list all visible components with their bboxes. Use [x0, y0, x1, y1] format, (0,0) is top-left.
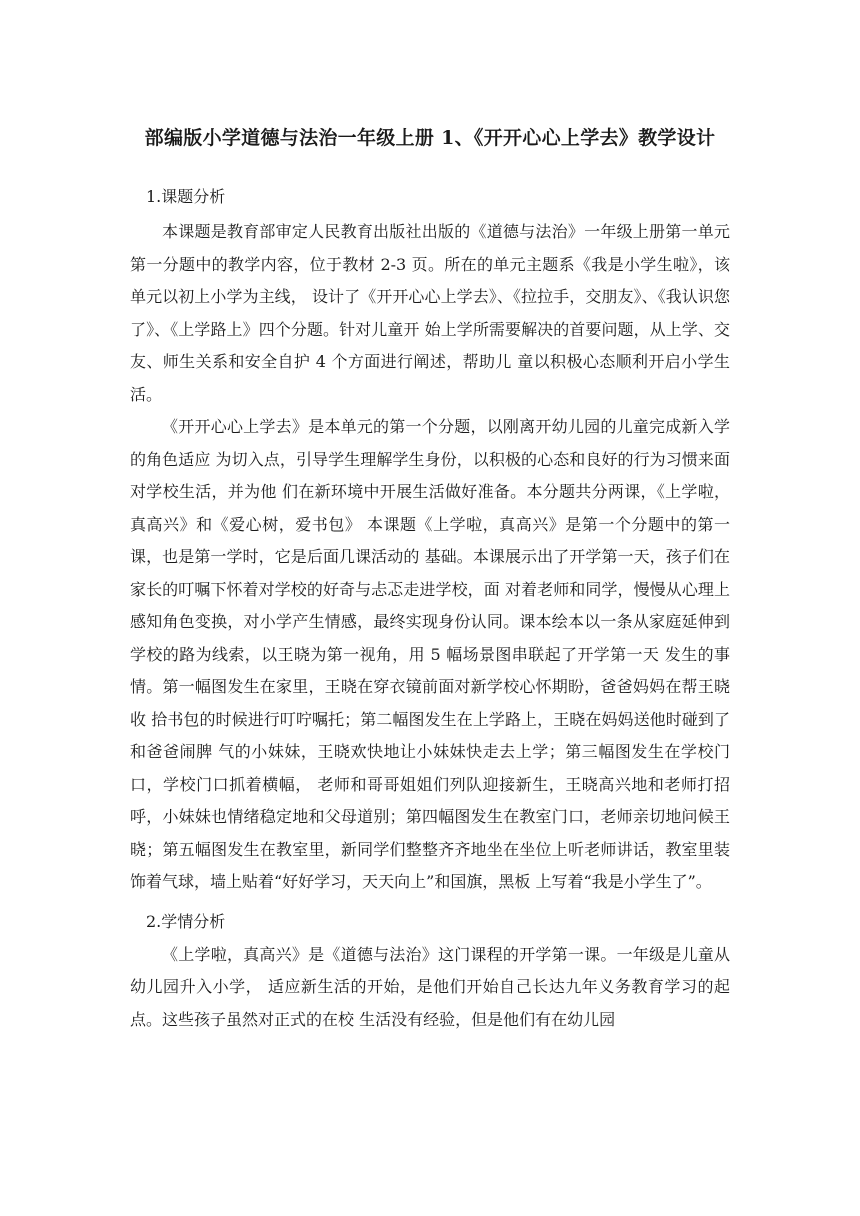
section-heading-student-analysis: 2.学情分析: [146, 911, 226, 931]
section-heading-analysis: 1.课题分析: [146, 187, 226, 206]
paragraph: 《上学啦，真高兴》是《道德与法治》这门课程的开学第一课。一年级是儿童从幼儿园升入小学， 适应新生活的开始，是他们开始自己长达九年义务教育学习的起点。这些孩子虽然对正式的在校 生活没有经验，但是他们有在幼儿园: [130, 944, 730, 1029]
document-title: 部编版小学道德与法治一年级上册 1、《开开心心上学去》教学设计: [144, 127, 716, 149]
paragraph: 《开开心心上学去》是本单元的第一个分题，以刚离开幼儿园的儿童完成新入学的角色适应 为切入点，引导学生理解学生身份，以积极的心态和良好的行为习惯来面对学校生活，并为他 们在新环境中开展生活做好准备。本分题共分两课，《上学啦，真高兴》和《爱心树，爱书包》 本课题《上学啦，真高兴》是第一个分题中的第一课，也是第一学时，它是后面几课活动的 基础。本课展示出了开学第一天，孩子们在家长的叮嘱下怀着对学校的好奇与忐忑走进学校，面 对着老师和同学，慢慢从心理上感知角色变换，对小学产生情感，最终实现身份认同。课本绘本以一条从家庭延伸到学校的路为线索，以王晓为第一视角，用 5 幅场景图串联起了开学第一天 发生的事情。第一幅图发生在家里，王晓在穿衣镜前面对新学校心怀期盼，爸爸妈妈在帮王晓收 拾书包的时候进行叮咛嘱托；第二幅图发生在上学路上，王晓在妈妈送他时碰到了和爸爸闹脾 气的小妹妹，王晓欢快地让小妹妹快走去上学；第三幅图发生在学校门口，学校门口抓着横幅， 老师和哥哥姐姐们列队迎接新生，王晓高兴地和老师打招呼，小妹妹也情绪稳定地和父母道别；第四幅图发生在教室门口，老师亲切地问候王晓；第五幅图发生在教室里，新同学们整整齐齐地坐在坐位上听老师讲话，教室里装饰着气球，墙上贴着“好好学习，天天向上”和国旗，黑板 上写着“我是小学生了”。: [130, 417, 730, 891]
document-body: [130, 180, 730, 1036]
paragraph: 本课题是教育部审定人民教育出版社出版的《道德与法治》一年级上册第一单元第一分题中的教学内容，位于教材 2-3 页。所在的单元主题系《我是小学生啦》，该单元以初上小学为主线， 设计了《开开心心上学去》、《拉拉手，交朋友》、《我认识您了》、《上学路上》四个分题。针对儿童开 始上学所需要解决的首要问题，从上学、交友、师生关系和安全自护 4 个方面进行阐述，帮助儿 童以积极心态顺利开启小学生活。: [130, 222, 730, 404]
